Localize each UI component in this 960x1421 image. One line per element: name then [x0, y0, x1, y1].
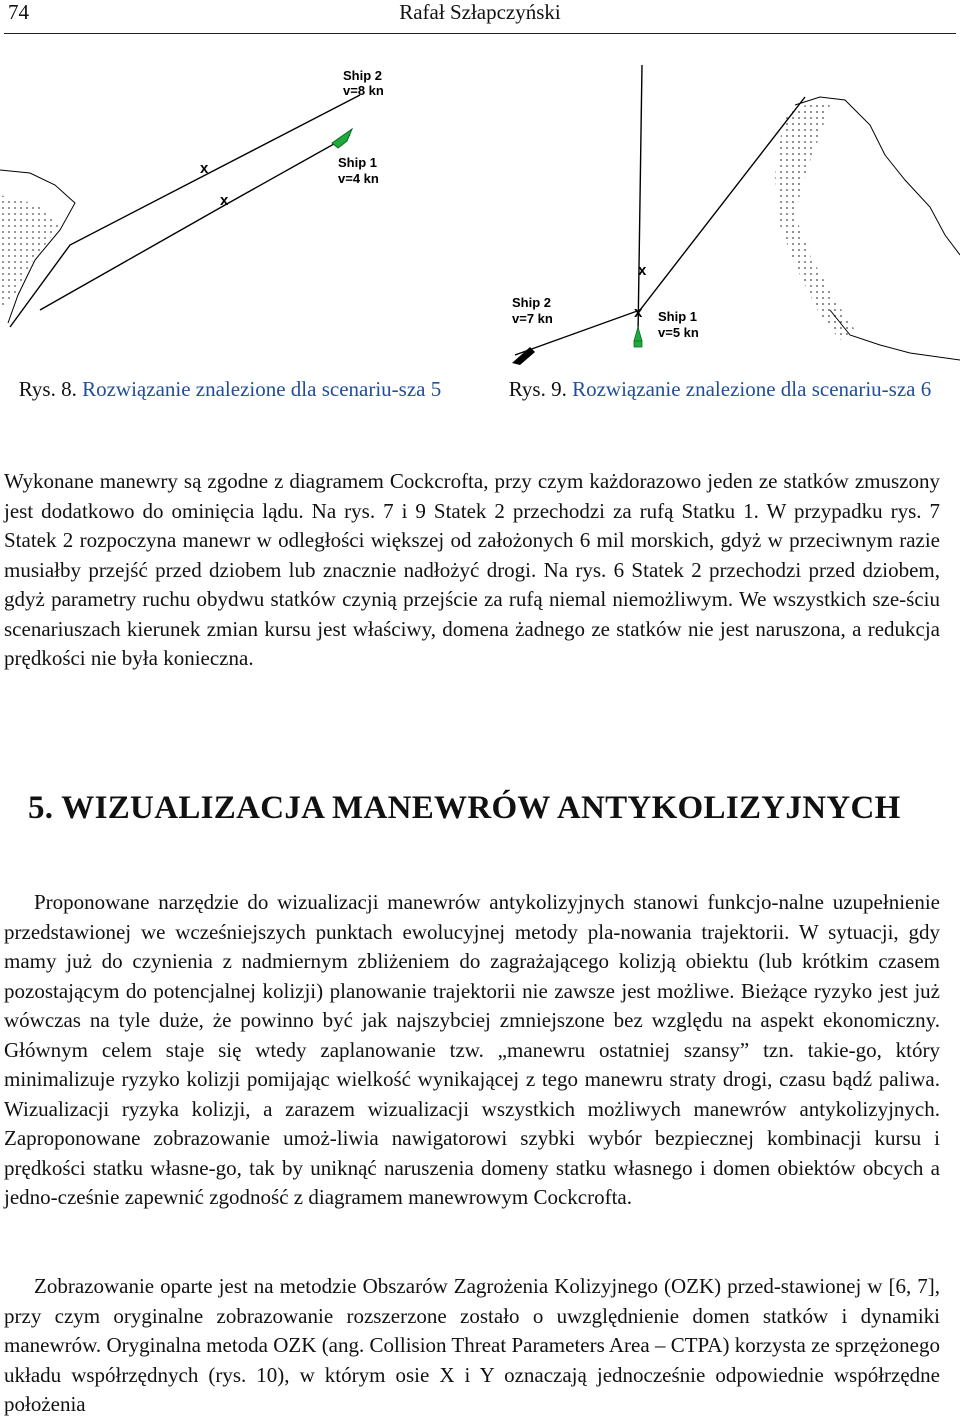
- ship2-name-label: Ship 2: [512, 295, 552, 310]
- body-paragraph-3: Zobrazowanie oparte jest na metodzie Obszarów Zagrożenia Kolizyjnego (OZK) przed-stawionej w [6, 7], przy czym oryginalne zobrazowanie rozszerzone zostało o uwzględnienie domen statków i dynamiki manewrów. Oryginalna metoda OZK (ang. Collision Threat Parameters Area – CTPA) korzysta ze sprzężonego układu współrzędnych (rys. 10), w którym osie X i Y oznaczają jednocześnie odpowiednie współrzędne położenia: [4, 1274, 940, 1416]
- ship1-speed-label: v=4 kn: [338, 171, 379, 186]
- header-author: Rafał Szłapczyński: [399, 0, 561, 24]
- ship2-icon: [512, 347, 535, 365]
- figure-9-caption-label: Rys. 9.: [508, 377, 567, 401]
- ship2-speed-label: v=7 kn: [512, 311, 553, 326]
- ship1-name-label: Ship 1: [338, 155, 378, 170]
- ship2-name-label: Ship 2: [343, 68, 383, 83]
- figure-9: [490, 55, 960, 370]
- page-number: 74: [8, 0, 29, 24]
- figure-8-drawing: [0, 55, 470, 370]
- ship1-name-label: Ship 1: [658, 309, 698, 324]
- ship2-speed-label: v=8 kn: [343, 83, 384, 98]
- figure-9-caption-text: Rozwiązanie znalezione dla scenariu-sza 6: [572, 377, 932, 401]
- body-paragraph-2: Proponowane narzędzie do wizualizacji manewrów antykolizyjnych stanowi funkcjo-nalne uzupełnienie przedstawionej we wcześniejszych punktach ewolucyjnej metody pla-nowania trajektorii. W sytuacji, gdy mamy już do czynienia z nadmiernym zbliżeniem do zagrażającego kolizją obiektu (lub krótkim czasem pozostającym do potencjalnej kolizji) planowanie trajektorii nie zawsze jest możliwe. Bieżące ryzyko jest już wówczas na tyle duże, że powinno być jak najszybciej zmniejszone bez względu na aspekt ekonomiczny. Głównym celem staje się wtedy zaplanowanie tzw. „manewru ostatniej szansy” tzn. takie-go, który minimalizuje ryzyko kolizji pomijając wielkość wynikającej z tego manewru straty drogi, czasu bądź paliwa. Wizualizacji ryzyka kolizji, a zarazem wizualizacji wszystkich możliwych manewrów antykolizyjnych. Zaproponowane zobrazowanie umoż-liwia nawigatorowi szybki wybór bezpiecznej kombinacji kursu i prędkości statku własne-go, tak by uniknąć naruszenia domeny statku własnego i domen obiektów obcych a jedno-cześnie zapewnić zgodność z diagramem manewrowym Cockcrofta.: [4, 890, 940, 1209]
- position-marker-1: x: [638, 262, 647, 279]
- position-marker-1: x: [200, 160, 209, 177]
- header-rule: [4, 33, 956, 34]
- ship1-icon: [332, 129, 352, 148]
- figure-8-caption-text: Rozwiązanie znalezione dla scenariu-sza 5: [82, 377, 442, 401]
- running-header: [0, 0, 960, 30]
- figure-8-caption-label: Rys. 8.: [18, 377, 77, 401]
- body-paragraph-1: Wykonane manewry są zgodne z diagramem Cockcrofta, przy czym każdorazowo jeden ze statków zmuszony jest dodatkowo do ominięcia lądu. Na rys. 7 i 9 Statek 2 przechodzi za rufą Statku 1. W przypadku rys. 7 Statek 2 rozpoczyna manewr w odległości większej od założonych 6 mil morskich, gdyż w przeciwnym razie musiałby przejść przed dziobem lub znacznie nadłożyć drogi. Na rys. 6 Statek 2 przechodzi przed dziobem, gdyż parametry ruchu obydwu statków czynią przejście za rufą niemal niemożliwym. We wszystkich sze-ściu scenariuszach kierunek zmian kursu jest właściwy, domena żadnego ze statków nie jest naruszona, a redukcja prędkości nie była konieczna.: [4, 469, 940, 670]
- ship1-speed-label: v=5 kn: [658, 325, 699, 340]
- figure-9-caption: [500, 376, 940, 403]
- position-marker-2: x: [634, 304, 643, 321]
- ship1-icon: [634, 327, 642, 347]
- position-marker-2: x: [220, 192, 229, 209]
- figure-9-drawing: [490, 55, 960, 370]
- ship1-track: [638, 65, 642, 335]
- section-heading: 5. WIZUALIZACJA MANEWRÓW ANTYKOLIZYJNYCH: [28, 790, 901, 826]
- figure-8-caption: [10, 376, 450, 403]
- figure-8: [0, 55, 470, 370]
- ship1-track: [40, 135, 350, 310]
